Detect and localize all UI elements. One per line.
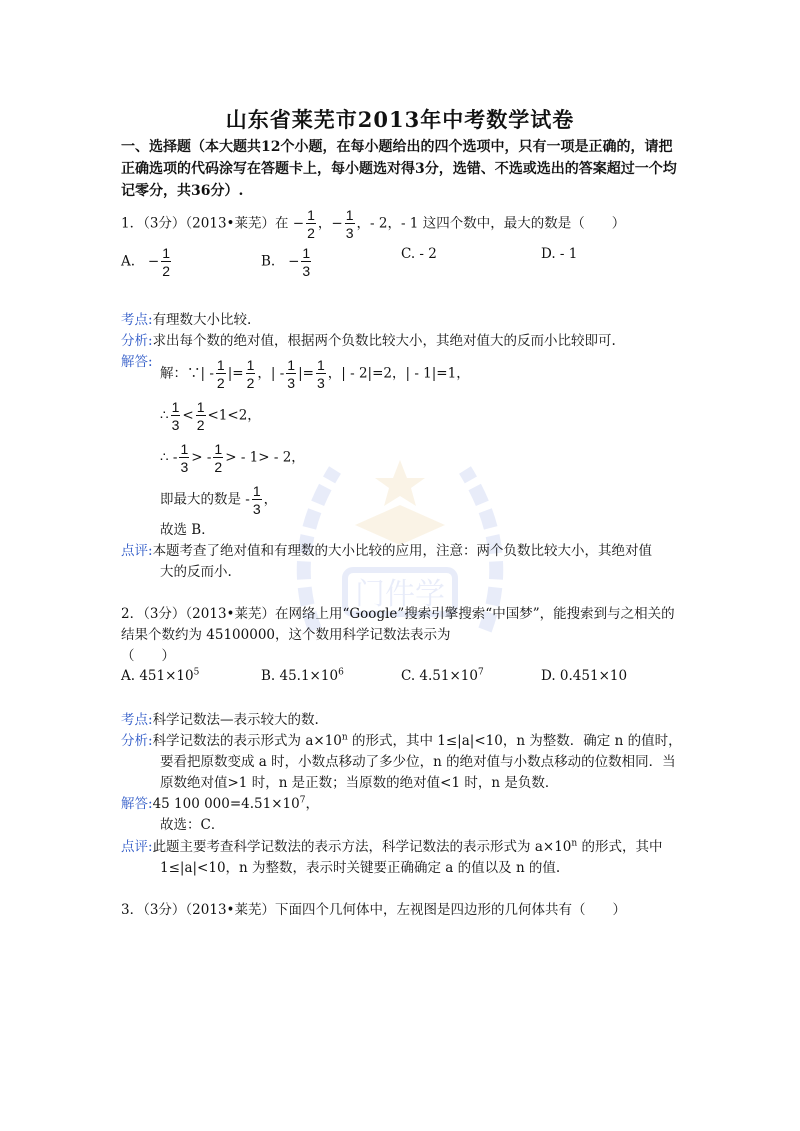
q1-jieda-line1: 解：∵| - $\frac{1}{2}$ |= $\frac{1}{2}$ ，| - $\frac{1}{3}$ |= $\frac{1}{3}$ ，| - 2|=2，| - 1|=1， (160, 357, 470, 391)
page-title: 山东省莱芜市2013年中考数学试卷 (225, 107, 575, 132)
q2-option-c: C. $4.51\times 10^7$ (401, 667, 484, 684)
q1-jieda-line2: ∴ $\frac{1}{3}$ < $\frac{1}{2}$ <1<2， (160, 399, 261, 433)
q1-option-b: B. − $\frac{1}{3}$ (261, 245, 311, 279)
q1-jieda-line5: 故选 B． (160, 522, 215, 538)
q2-option-b: B. $45.1\times 10^6$ (261, 667, 344, 684)
watermark-text: 门件学 (355, 577, 445, 612)
q1-dianping-line2: 大的反而小. (160, 564, 232, 580)
q2-jieda: 解答:45 100 $000=4.51\times 10^7$， (121, 795, 319, 812)
q1-stem: 1．（3分）（2013•莱芜）在 − $\frac{1}{2}$ ，− $\frac{1}{3}$ ，- 2，- 1 这四个数中，最大的数是（ ） (121, 207, 626, 241)
q1-dianping: 点评:本题考查了绝对值和有理数的大小比较的应用，注意：两个负数比较大小，其绝对值 (121, 543, 653, 559)
q2-stem-line3: （ ） (121, 648, 175, 664)
section-heading: 一、选择题（本大题共12个小题，在每小题给出的四个选项中，只有一项是正确的，请把正确选项的代码涂写在答题卡上，每小题选对得3分，选错、不选或选出的答案超过一个均记零分，共36分）. (121, 139, 677, 199)
q3-stem: 3．（3分）（2013•莱芜）下面四个几何体中，左视图是四边形的几何体共有（ ） (121, 902, 626, 918)
q2-option-a: A. $451\times 10^5$ (121, 667, 200, 684)
q1-fenxi: 分析:求出每个数的绝对值，根据两个负数比较大小，其绝对值大的反而小比较即可. (121, 333, 616, 349)
q2-stem-line1: 2．（3分）（2013•莱芜）在网络上用“Google”搜索引擎搜索“中国梦”，能搜索到与之相关的 (121, 606, 675, 622)
q2-stem-line2: 结果个数约为 45100000，这个数用科学记数法表示为 (121, 627, 451, 643)
q2-option-d: D. 0.451×10 (541, 668, 628, 684)
q1-option-d: D. - 1 (541, 246, 578, 262)
q2-fenxi: 分析:科学记数法的表示形式为 $a\times 10^n$ 的形式，其中 1≤|a|<10，n 为整数．确定 n 的值时， (121, 732, 682, 749)
q1-jieda-line4: 即最大的数是 - $\frac{1}{3}$ ， (160, 483, 278, 517)
q1-jieda-label: 解答: (121, 354, 153, 370)
q2-kaodian: 考点:科学记数法—表示较大的数. (121, 712, 319, 728)
q1-option-c: C. - 2 (401, 246, 437, 262)
q2-fenxi-line3: 原数绝对值>1 时，n 是正数；当原数的绝对值<1 时，n 是负数． (160, 775, 559, 791)
q1-jieda-line3: ∴ - $\frac{1}{3}$ > - $\frac{1}{2}$ > - 1> - 2， (160, 441, 305, 475)
q2-fenxi-line2: 要看把原数变成 a 时，小数点移动了多少位，n 的绝对值与小数点移动的位数相同．当 (160, 754, 676, 770)
q1-option-a: A. − $\frac{1}{2}$ (121, 245, 171, 279)
q2-dianping: 点评:此题主要考查科学记数法的表示方法，科学记数法的表示形式为 $a\times 10^n$ 的形式，其中 (121, 838, 663, 855)
q1-kaodian: 考点:有理数大小比较. (121, 312, 252, 328)
q2-dianping-line2: 1≤|a|<10，n 为整数，表示时关键要正确确定 a 的值以及 n 的值. (160, 860, 561, 876)
q2-jieda-line2: 故选：C． (160, 817, 225, 833)
